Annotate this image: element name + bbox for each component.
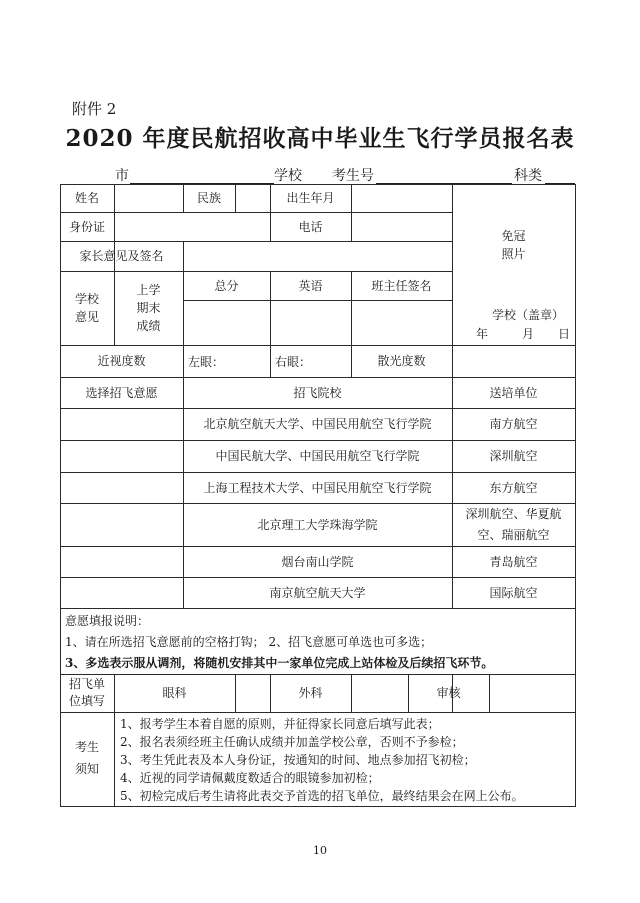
choice-school: 上海工程技术大学、中国民用航空飞行学院 [203,480,432,495]
review-label: 审核 [436,686,461,700]
table-border-bottom [60,806,576,807]
choice-unit: 南方航空 [489,417,538,431]
grid-line [60,712,576,713]
myopia-label: 近视度数 [97,354,146,368]
instruction-item: 2、报名表须经班主任确认成绩并加盖学校公章，否则不予参检； [120,735,464,749]
astigmatism-label: 散光度数 [377,354,426,368]
fill-label-line2: 位填写 [68,694,105,708]
choice-checkbox[interactable] [60,577,183,608]
instruction-item: 4、近视的同学请佩戴度数适合的眼镜参加初检； [120,771,380,785]
total-label: 总分 [214,278,239,293]
school-opinion-label [60,271,114,345]
annex-label: 附件 2 [72,100,117,118]
name-field[interactable] [114,184,183,212]
parent-field[interactable] [183,241,452,271]
instruction-item: 1、报考学生本着自愿的原则，并征得家长同意后填写此表； [120,717,440,731]
choice-unit: 深圳航空 [489,449,538,463]
grid-line [270,345,271,377]
term-line3: 成绩 [136,319,161,333]
choice-checkbox[interactable] [60,408,183,440]
instructions-label [60,712,114,806]
school-col-header: 招飞院校 [293,385,342,400]
photo-label-line1: 免冠 [501,229,526,243]
eye-exam-label: 眼科 [162,686,187,700]
choice-unit-line1: 深圳航空、华夏航 [465,507,562,522]
term-line1: 上学 [136,283,161,297]
term-score-label [114,271,183,345]
total-field[interactable] [183,300,270,345]
choice-checkbox[interactable] [60,503,183,546]
photo-label-line2: 照片 [501,247,526,261]
page-number: 10 [313,844,327,857]
choice-school: 北京理工大学珠海学院 [257,517,378,532]
school-label: 学校 [274,168,302,184]
birth-field[interactable] [351,184,452,212]
instruction-item: 3、考生凭此表及本人身份证，按通知的时间、地点参加招飞初检； [120,753,476,767]
stamp-label: 学校（盖章） [492,308,565,322]
ethnicity-label: 民族 [196,191,221,205]
choice-unit: 国际航空 [489,585,538,600]
phone-label: 电话 [298,219,323,234]
astigmatism-field[interactable] [452,345,575,377]
school-opinion-line1: 学校 [74,292,99,306]
year-label: 年 [476,327,489,341]
parent-label: 家长意见及签名 [79,249,164,263]
instructions-label-line2: 须知 [74,762,99,776]
phone-field[interactable] [351,212,452,241]
eye-exam-field[interactable] [235,674,270,712]
city-label: 市 [115,168,129,184]
fill-label [60,674,114,712]
grid-line [60,608,576,609]
name-label: 姓名 [74,191,99,205]
choice-checkbox[interactable] [60,546,183,577]
photo-box [452,212,575,278]
table-border-right [575,184,576,806]
month-label: 月 [522,327,535,341]
birth-label: 出生年月 [286,191,335,205]
choice-unit: 青岛航空 [489,554,538,569]
choice-school: 中国民航大学、中国民用航空飞行学院 [215,449,420,463]
surgery-exam-field[interactable] [351,674,408,712]
teacher-sign-field[interactable] [351,300,452,345]
choice-school: 烟台南山学院 [281,554,354,569]
choice-unit: 东方航空 [489,480,538,495]
ethnicity-field[interactable] [235,184,270,212]
term-line2: 期末 [136,301,161,315]
choice-checkbox[interactable] [60,472,183,503]
choice-school: 南京航空航天大学 [269,585,366,600]
choice-col-header: 选择招飞意愿 [85,385,158,400]
teacher-sign-label: 班主任签名 [371,278,432,293]
instruction-item: 5、初检完成后考生请将此表交予首选的招飞单位，最终结果会在网上公布。 [120,789,524,803]
notes-line-2: 3、多选表示服从调剂，将随机安排其中一家单位完成上站体检及后续招飞环节。 [65,656,494,670]
school-opinion-line2: 意见 [74,310,99,324]
choice-checkbox[interactable] [60,440,183,472]
right-eye-label: 右眼： [275,355,312,369]
review-field[interactable] [489,674,575,712]
instructions-label-line1: 考生 [74,740,99,755]
left-eye-label: 左眼： [188,355,225,369]
fill-label-line1: 招飞单 [68,677,105,692]
english-label: 英语 [298,278,323,293]
unit-col-header: 送培单位 [489,385,538,400]
notes-line-1: 1、请在所选招飞意愿前的空格打钩； 2、招飞意愿可单选也可多选； [65,635,433,649]
choice-unit-line2: 空、瑞丽航空 [477,527,550,542]
day-label: 日 [558,327,571,341]
form-title: 2020 年度民航招收高中毕业生飞行学员报名表 [65,125,575,152]
notes-heading: 意愿填报说明： [65,614,150,628]
english-field[interactable] [270,300,351,345]
surgery-exam-label: 外科 [298,686,323,700]
subject-label: 科类 [514,168,542,184]
exam-no-label: 考生号 [332,168,374,184]
choice-unit [452,503,575,546]
choice-school: 北京航空航天大学、中国民用航空飞行学院 [203,417,432,431]
id-card-label: 身份证 [68,219,105,234]
id-card-field[interactable] [114,212,270,241]
